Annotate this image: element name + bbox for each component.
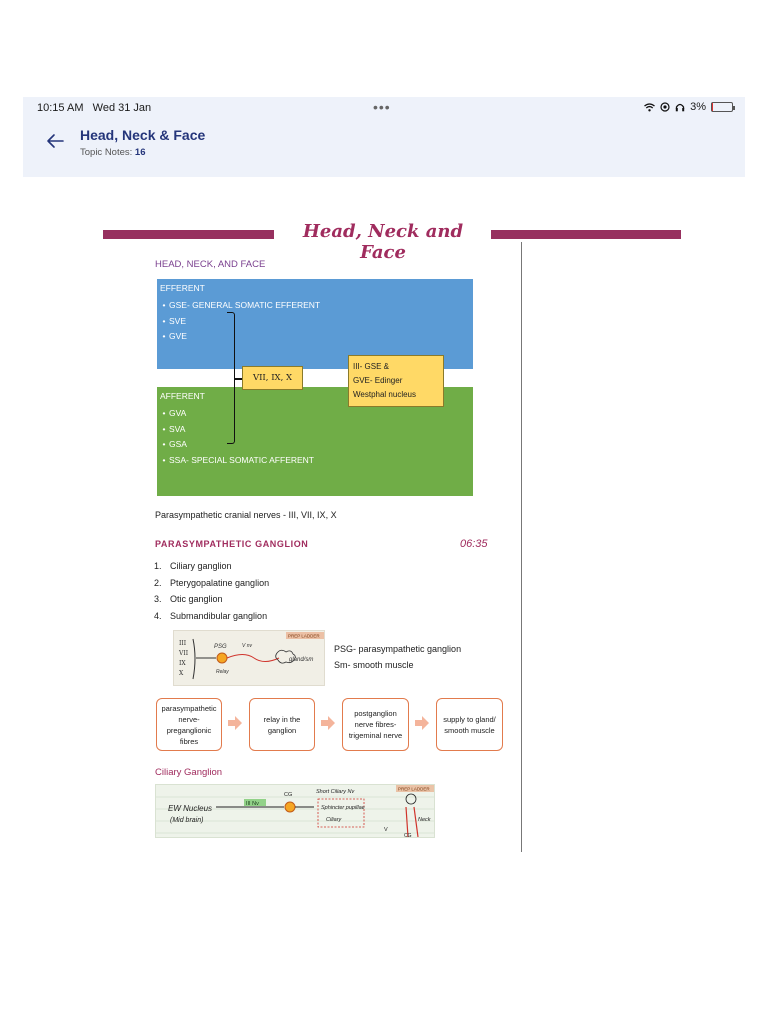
video-timestamp[interactable]: 06:35	[460, 538, 488, 550]
app-header	[23, 97, 745, 177]
status-icons	[644, 101, 733, 113]
list-item: 4. Submandibular ganglion	[154, 610, 268, 621]
sketch-short-ciliary-label: Short Ciliary Nv	[316, 789, 355, 795]
cranial-nerves-box: VII, IX, X	[242, 366, 303, 390]
bracket-connector	[227, 312, 235, 444]
svg-text:V nv: V nv	[242, 643, 253, 649]
ganglion-list	[154, 561, 269, 627]
status-time: 10:15 AM Wed 31 Jan	[37, 102, 152, 114]
sketch-gland-label: gland/sm	[289, 657, 314, 663]
column-divider	[521, 242, 522, 852]
sketch-v-label: V	[384, 827, 388, 833]
sketch-cg-label: CG	[284, 792, 293, 798]
section-heading: HEAD, NECK, AND FACE	[155, 259, 266, 270]
sketch-nucleus-label: EW Nucleus	[168, 804, 213, 813]
at-icon	[660, 102, 670, 112]
sketch-relay-label: Relay	[216, 669, 229, 675]
afferent-title: AFFERENT	[160, 391, 205, 401]
page-banner	[103, 219, 681, 263]
arrow-right-icon	[227, 715, 243, 731]
legend-item: Sm- smooth muscle	[334, 660, 414, 670]
parasympathetic-nerves-text: Parasympathetic cranial nerves - III, VII, IX, X	[155, 510, 337, 520]
flow-step-preganglionic: parasympathetic nerve- preganglionic fibres	[156, 698, 222, 751]
sketch-nerve-label: X	[179, 670, 184, 677]
banner-title: Head, Neck and Face	[302, 221, 464, 263]
ganglion-sketch-drawing	[174, 631, 325, 686]
banner-line-right	[491, 230, 681, 239]
arrow-right-icon	[414, 715, 430, 731]
sketch-sphincter-label: Sphincter pupillae	[321, 805, 365, 811]
banner-line-left	[103, 230, 274, 239]
flow-step-postganglionic: postganglion nerve fibres- trigeminal nerve	[342, 698, 409, 751]
afferent-list	[159, 408, 314, 470]
list-item: • SVA	[159, 424, 314, 440]
arrow-right-icon	[320, 715, 336, 731]
ciliary-sketch-image	[155, 784, 435, 838]
sketch-cg2-label: CG	[404, 833, 412, 838]
battery-level	[712, 103, 713, 111]
multitasking-dots-icon[interactable]: •••	[373, 99, 391, 115]
ciliary-sketch-drawing	[156, 785, 435, 838]
sketch-watermark: PREP LADDER	[288, 633, 320, 639]
list-item: 3. Otic ganglion	[154, 594, 223, 604]
back-arrow-icon[interactable]	[43, 131, 67, 151]
sketch-nerve-label: III	[179, 640, 187, 647]
legend-item: PSG- parasympathetic ganglion	[334, 644, 462, 654]
ganglion-sketch-image	[173, 630, 325, 686]
ciliary-ganglion-heading: Ciliary Ganglion	[155, 767, 223, 778]
sketch-watermark: PREP LADDER	[398, 786, 430, 792]
list-item: 2. Pterygopalatine ganglion	[154, 577, 270, 588]
sketch-psg-label: PSG	[214, 644, 227, 650]
list-item: • SSA- SPECIAL SOMATIC AFFERENT	[159, 455, 314, 471]
sketch-legend	[334, 641, 461, 673]
list-item: • SVE	[159, 316, 320, 332]
sketch-nerve-label: IX	[179, 660, 186, 667]
sketch-neck-label: Neck	[418, 817, 431, 823]
sketch-ciliary-label: Ciliary	[326, 817, 342, 823]
sketch-midbrain-label: (Mid brain)	[170, 817, 204, 824]
list-item: • GVA	[159, 408, 314, 424]
ganglion-heading: PARASYMPATHETIC GANGLION	[155, 539, 309, 549]
list-item: • GSE- GENERAL SOMATIC EFFERENT	[159, 300, 320, 316]
battery-percent: 3%	[690, 101, 706, 113]
list-item: 1. Ciliary ganglion	[154, 561, 232, 571]
note-box: III- GSE & GVE- Edinger Westphal nucleus	[348, 355, 444, 407]
list-item: • GVE	[159, 331, 320, 347]
status-bar	[23, 97, 745, 119]
sketch-nerve-label: III Nv	[246, 801, 259, 807]
wifi-icon	[644, 103, 655, 112]
flow-step-supply: supply to gland/ smooth muscle	[436, 698, 503, 751]
sketch-nerve-label: VII	[179, 650, 189, 657]
topic-notes-count: Topic Notes: 16	[80, 147, 146, 158]
nerve-fibre-diagram	[157, 279, 473, 496]
topic-title: Head, Neck & Face	[80, 127, 206, 143]
flow-step-relay: relay in the ganglion	[249, 698, 315, 751]
headphones-icon	[675, 102, 685, 112]
list-item: • GSA	[159, 439, 314, 455]
efferent-list	[159, 300, 320, 347]
efferent-title: EFFERENT	[160, 283, 205, 293]
battery-icon	[711, 102, 733, 112]
